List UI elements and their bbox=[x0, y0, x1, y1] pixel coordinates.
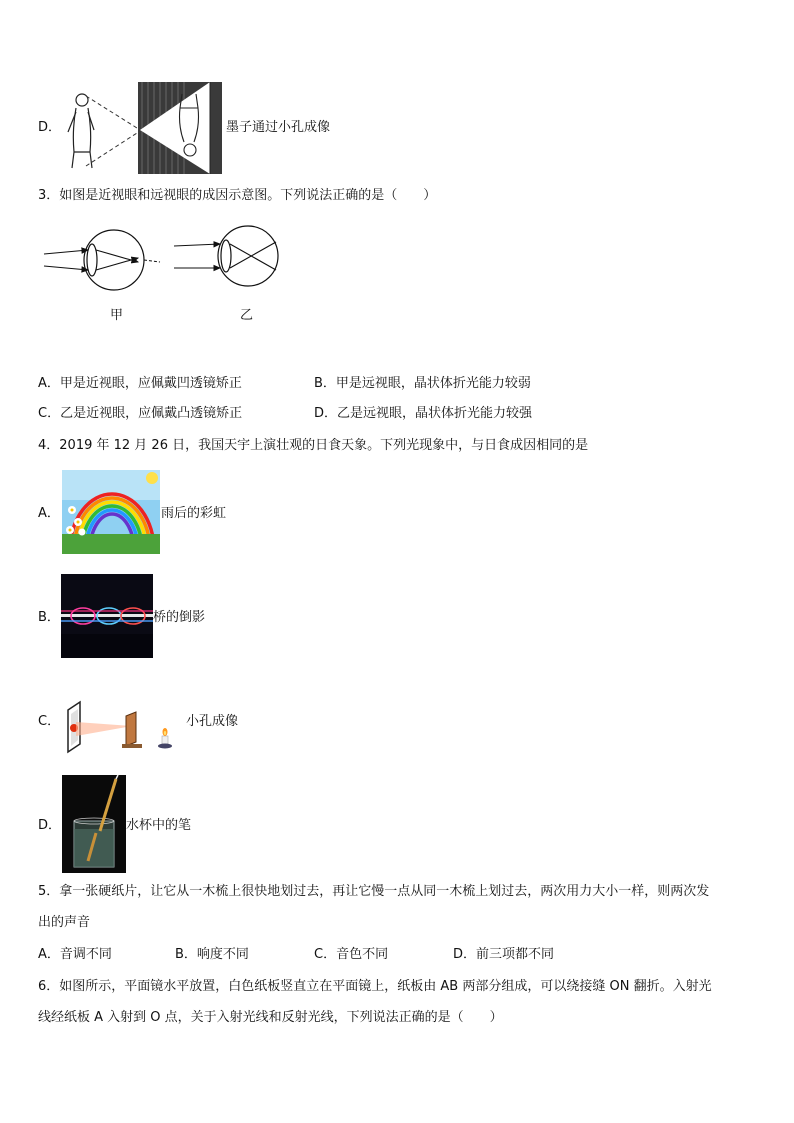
q5-option-c: C．音色不同 bbox=[314, 947, 389, 962]
eye-label-jia: 甲 bbox=[110, 308, 124, 323]
q5-option-a: A．音调不同 bbox=[38, 947, 112, 962]
eye-label-yi: 乙 bbox=[240, 308, 254, 323]
pinhole-figure-mozi bbox=[60, 80, 222, 175]
eye-jia bbox=[44, 230, 160, 290]
q3-option-a: A．甲是近视眼，应佩戴凹透镜矫正 bbox=[38, 376, 242, 391]
q5-option-b: B．响度不同 bbox=[175, 947, 249, 962]
q4-option-a-label: A． bbox=[38, 506, 60, 521]
q4-option-d-label: D． bbox=[38, 818, 62, 833]
q6-stem-line1: 6．如图所示，平面镜水平放置，白色纸板竖直立在平面镜上，纸板由 AB 两部分组成，可以绕接缝 ON 翻折。入射光 bbox=[38, 979, 712, 994]
q2-option-d-caption: 墨子通过小孔成像 bbox=[226, 120, 331, 135]
q4-option-b-caption: 桥的倒影 bbox=[153, 610, 206, 625]
q4-option-d-caption: 水杯中的笔 bbox=[126, 818, 192, 833]
eye-diagram bbox=[40, 222, 290, 302]
q3-option-b: B．甲是远视眼，晶状体折光能力较弱 bbox=[314, 376, 531, 391]
q5-stem-line2: 出的声音 bbox=[38, 915, 91, 930]
q4-option-c-caption: 小孔成像 bbox=[186, 714, 239, 729]
eye-yi bbox=[174, 226, 278, 286]
q4-option-b-label: B． bbox=[38, 610, 60, 625]
q4-option-a-caption: 雨后的彩虹 bbox=[161, 506, 227, 521]
q5-stem-line1: 5．拿一张硬纸片，让它从一木梳上很快地划过去，再让它慢一点从同一木梳上划过去，两次用力大小一样，则两次发 bbox=[38, 884, 710, 899]
q4-option-c-label: C． bbox=[38, 714, 61, 729]
q6-stem-line2: 线经纸板 A 入射到 O 点，关于入射光线和反射光线，下列说法正确的是（ ） bbox=[38, 1010, 503, 1025]
q4-stem: 4．2019 年 12 月 26 日，我国天宇上演壮观的日食天象。下列光现象中，与日食成因相同的是 bbox=[38, 438, 589, 453]
q2-option-d-label: D． bbox=[38, 120, 62, 135]
q3-stem: 3．如图是近视眼和远视眼的成因示意图。下列说法正确的是（ ） bbox=[38, 188, 437, 203]
q3-option-d: D．乙是远视眼，晶状体折光能力较强 bbox=[314, 406, 533, 421]
pinhole-camera-image bbox=[62, 696, 180, 756]
pen-in-glass-image bbox=[62, 775, 126, 873]
q3-option-c: C．乙是近视眼，应佩戴凸透镜矫正 bbox=[38, 406, 243, 421]
rainbow-image bbox=[62, 470, 160, 554]
bridge-reflection-image bbox=[61, 574, 153, 658]
person-figure bbox=[68, 94, 94, 168]
q5-option-d: D．前三项都不同 bbox=[453, 947, 555, 962]
